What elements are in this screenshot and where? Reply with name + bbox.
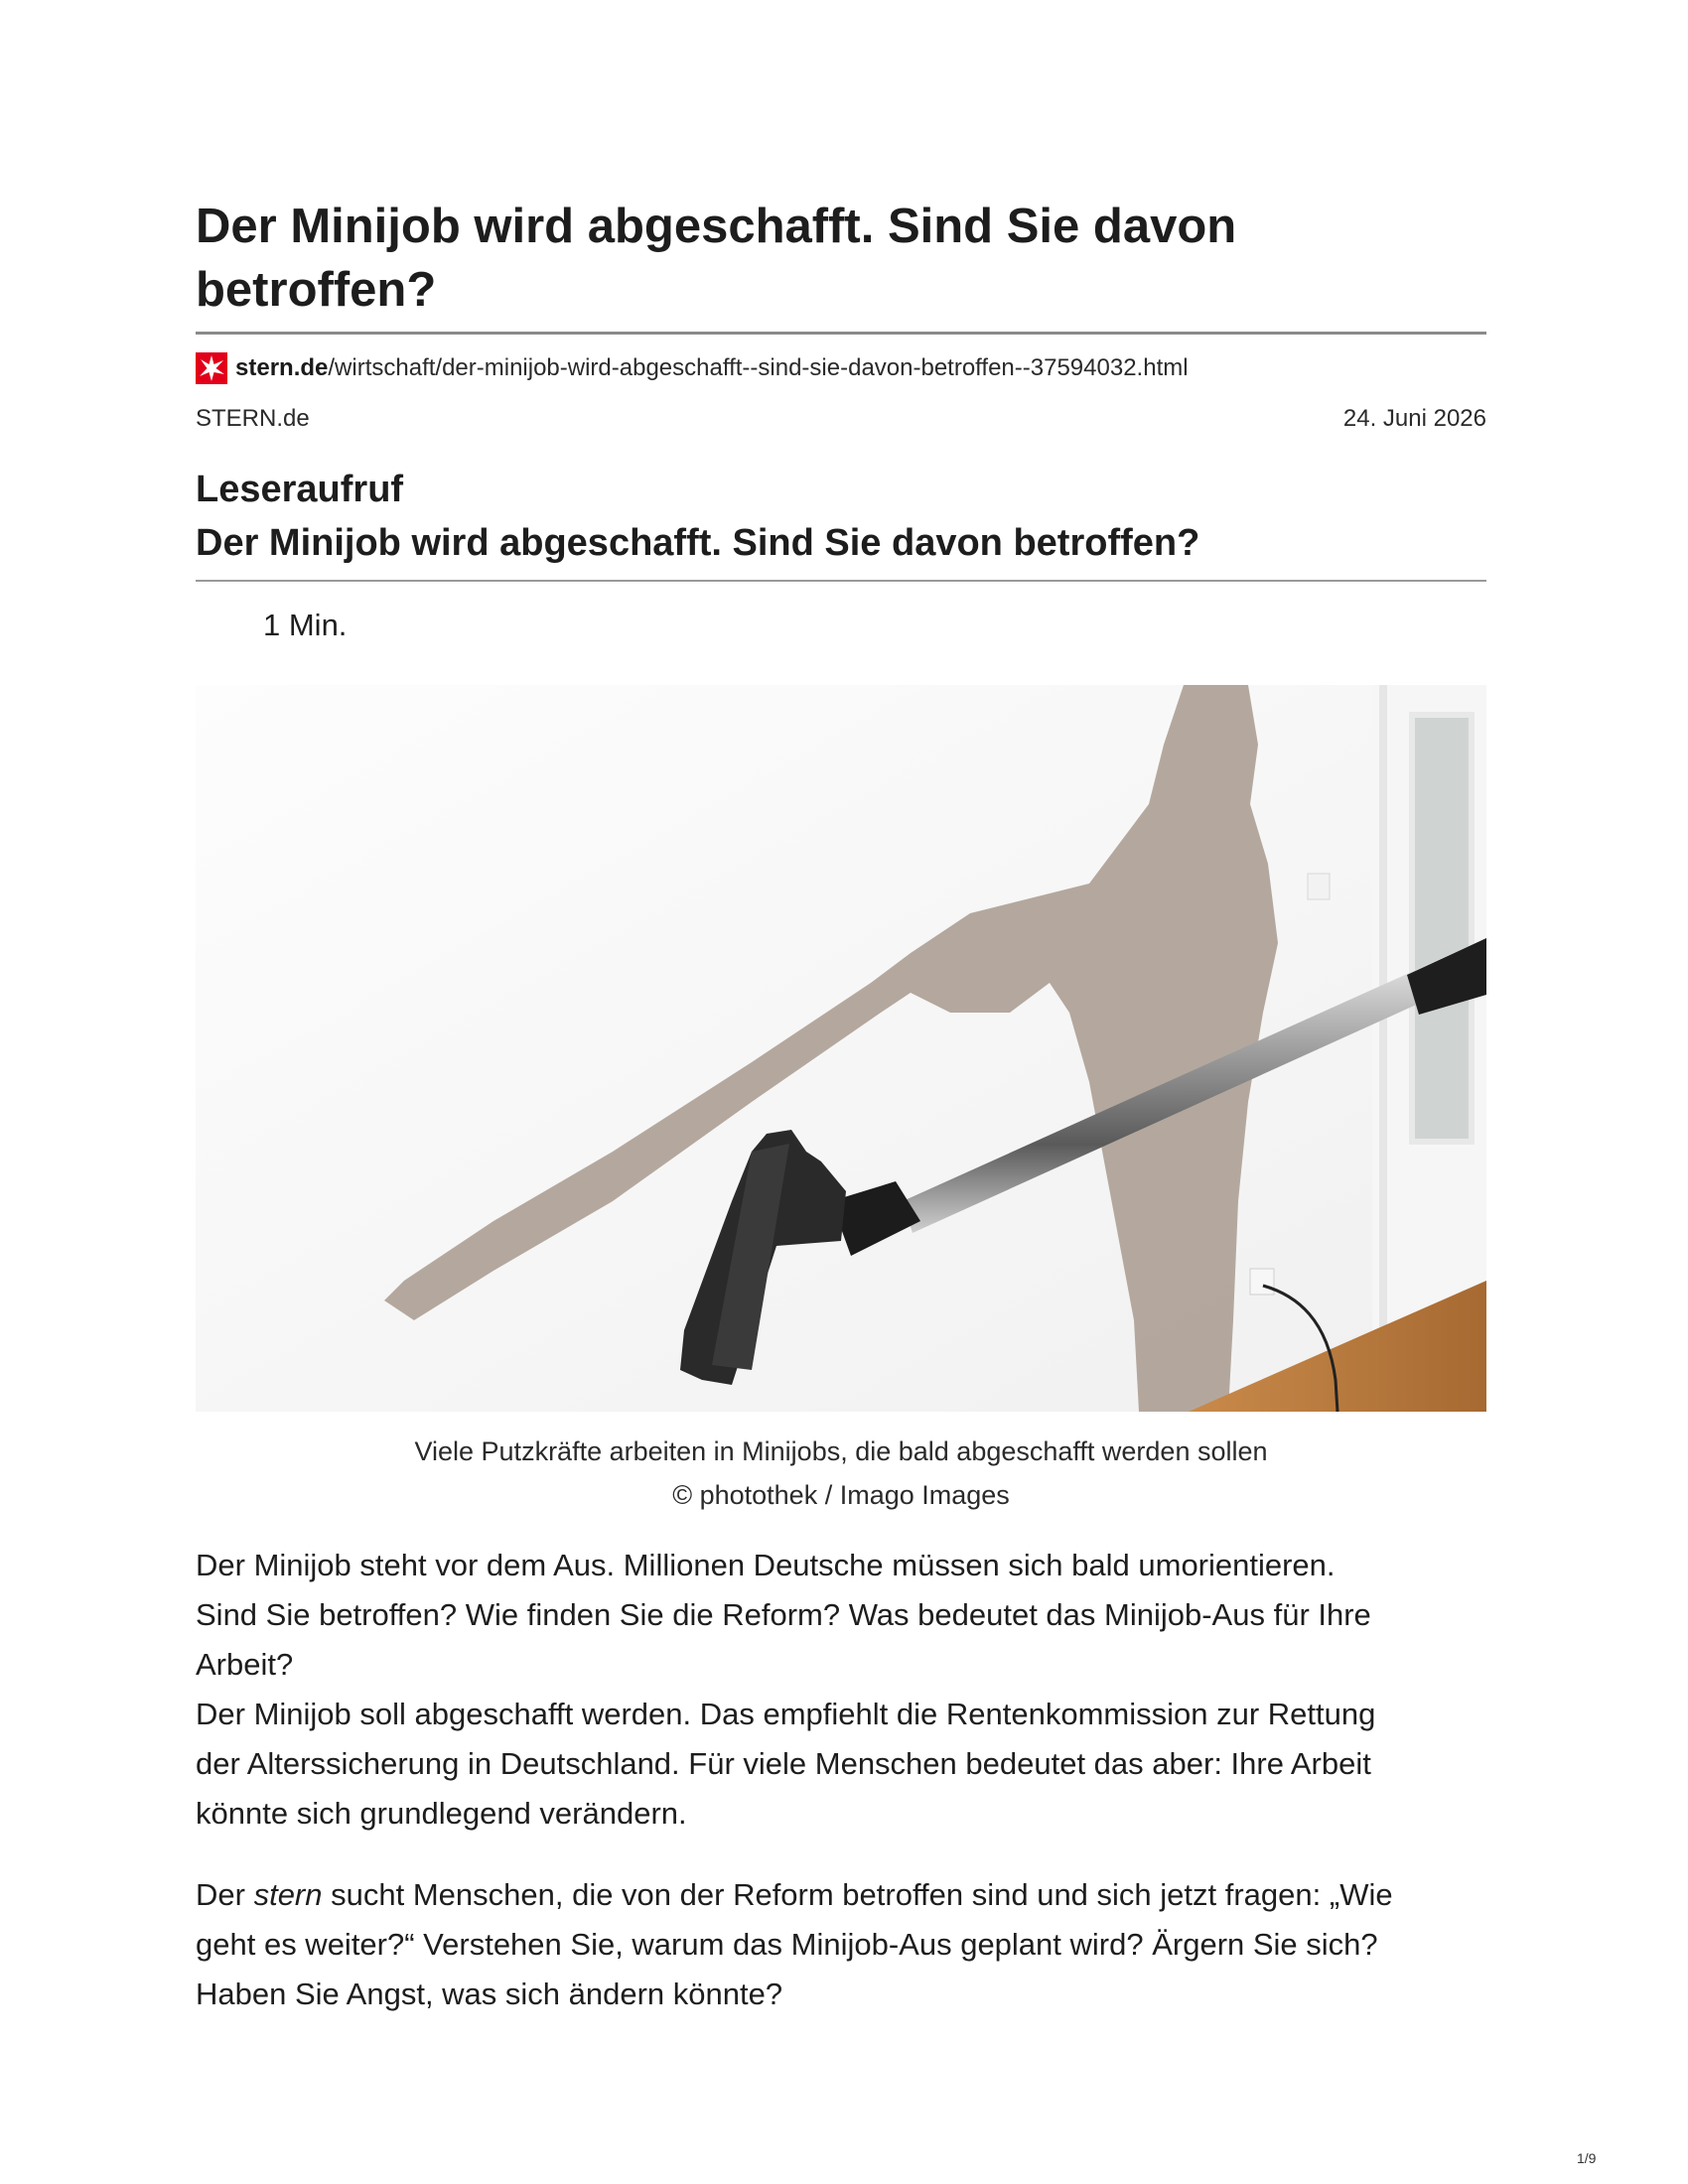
kicker: Leseraufruf [196,469,404,510]
caption-text: Viele Putzkräfte arbeiten in Minijobs, die bald abgeschafft werden sollen [414,1436,1268,1466]
source-link[interactable] [196,351,1189,385]
body-line: könnte sich grundlegend verändern. [196,1796,687,1831]
body-line: Sind Sie betroffen? Wie finden Sie die Reform? Was bedeutet das Minijob-Aus für Ihre [196,1597,1371,1632]
publication-name: stern [253,1877,323,1912]
hero-image [196,685,1486,1412]
body-line: Haben Sie Angst, was sich ändern könnte? [196,1977,783,2011]
body-text-segment: Der [196,1877,254,1912]
publisher: STERN.de [196,405,310,432]
read-time: 1 Min. [263,608,348,642]
source-url[interactable] [235,354,1189,382]
page-number: 1/9 [1577,2150,1597,2166]
body-paragraph-3 [196,1870,1486,2019]
caption-credit: © photothek / Imago Images [672,1480,1010,1510]
stern-star-icon [196,352,227,384]
source-path: /wirtschaft/der-minijob-wird-abgeschafft--sind-sie-davon-betroffen--37594032.html [328,354,1189,381]
page-title: Der Minijob wird abgeschafft. Sind Sie davon betroffen? [196,200,1237,317]
body-paragraph-1 [196,1541,1486,1690]
publish-date: 24. Juni 2026 [1342,405,1486,432]
headline-divider [196,580,1486,582]
headline: Der Minijob wird abgeschafft. Sind Sie davon betroffen? [196,522,1200,564]
body-line: Arbeit? [196,1647,294,1682]
body-line: Der Minijob soll abgeschafft werden. Das empfiehlt die Rentenkommission zur Rettung [196,1697,1376,1731]
body-paragraph-2 [196,1690,1486,1839]
body-line: Der Minijob steht vor dem Aus. Millionen Deutsche müssen sich bald umorientieren. [196,1548,1336,1582]
body-text-segment: sucht Menschen, die von der Reform betroffen sind und sich jetzt fragen: „Wie [322,1877,1393,1912]
title-divider [196,332,1486,335]
body-line: geht es weiter?“ Verstehen Sie, warum das Minijob-Aus geplant wird? Ärgern Sie sich? [196,1927,1378,1962]
body-line: der Alterssicherung in Deutschland. Für viele Menschen bedeutet das aber: Ihre Arbeit [196,1746,1371,1781]
body-line [196,1870,1486,1920]
image-caption [196,1430,1486,1517]
source-domain: stern.de [235,354,329,381]
